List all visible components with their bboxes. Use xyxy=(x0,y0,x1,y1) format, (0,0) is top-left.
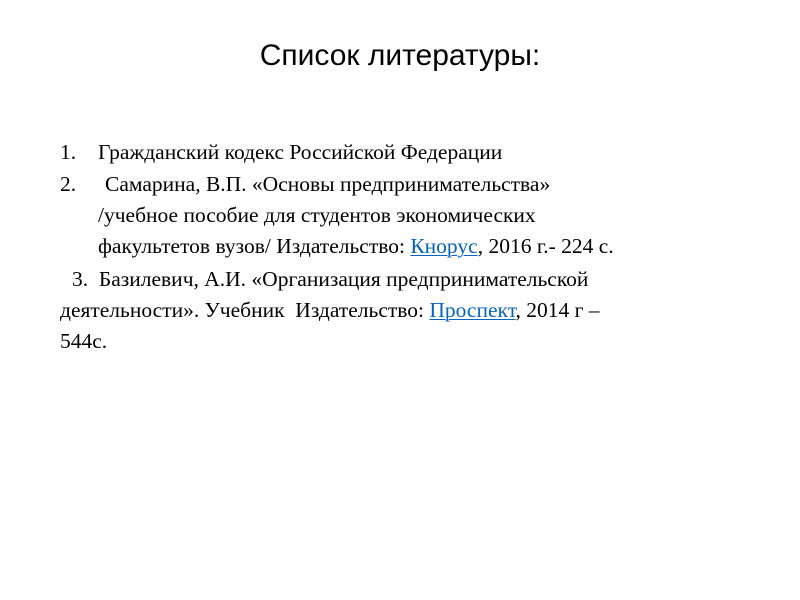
reference-line: /учебное пособие для студентов экономических xyxy=(98,203,536,227)
reference-line-text: деятельности». Учебник Издательство: xyxy=(60,298,430,322)
reference-line-text: , 2014 г – xyxy=(515,298,600,322)
reference-number: 2. xyxy=(60,172,77,196)
publisher-link-knorus[interactable]: Кнорус xyxy=(410,234,478,258)
reference-line xyxy=(60,295,600,326)
publisher-link-prospekt[interactable]: Проспект xyxy=(429,298,516,322)
reference-number: 3. xyxy=(72,267,89,291)
reference-line xyxy=(98,231,614,262)
reference-line-text: Базилевич, А.И. «Организация предпринимательской xyxy=(98,267,589,291)
reference-line xyxy=(72,264,588,295)
reference-line: 544с. xyxy=(60,329,108,353)
reference-line-text: факультетов вузов/ Издательство: xyxy=(98,234,411,258)
reference-number: 1. xyxy=(60,140,77,164)
slide-title: Список литературы: xyxy=(259,39,541,72)
reference-line: Самарина, В.П. «Основы предпринимательства» xyxy=(105,172,551,196)
reference-text: Гражданский кодекс Российской Федерации xyxy=(98,140,503,164)
reference-line-text: , 2016 г.- 224 с. xyxy=(477,234,614,258)
